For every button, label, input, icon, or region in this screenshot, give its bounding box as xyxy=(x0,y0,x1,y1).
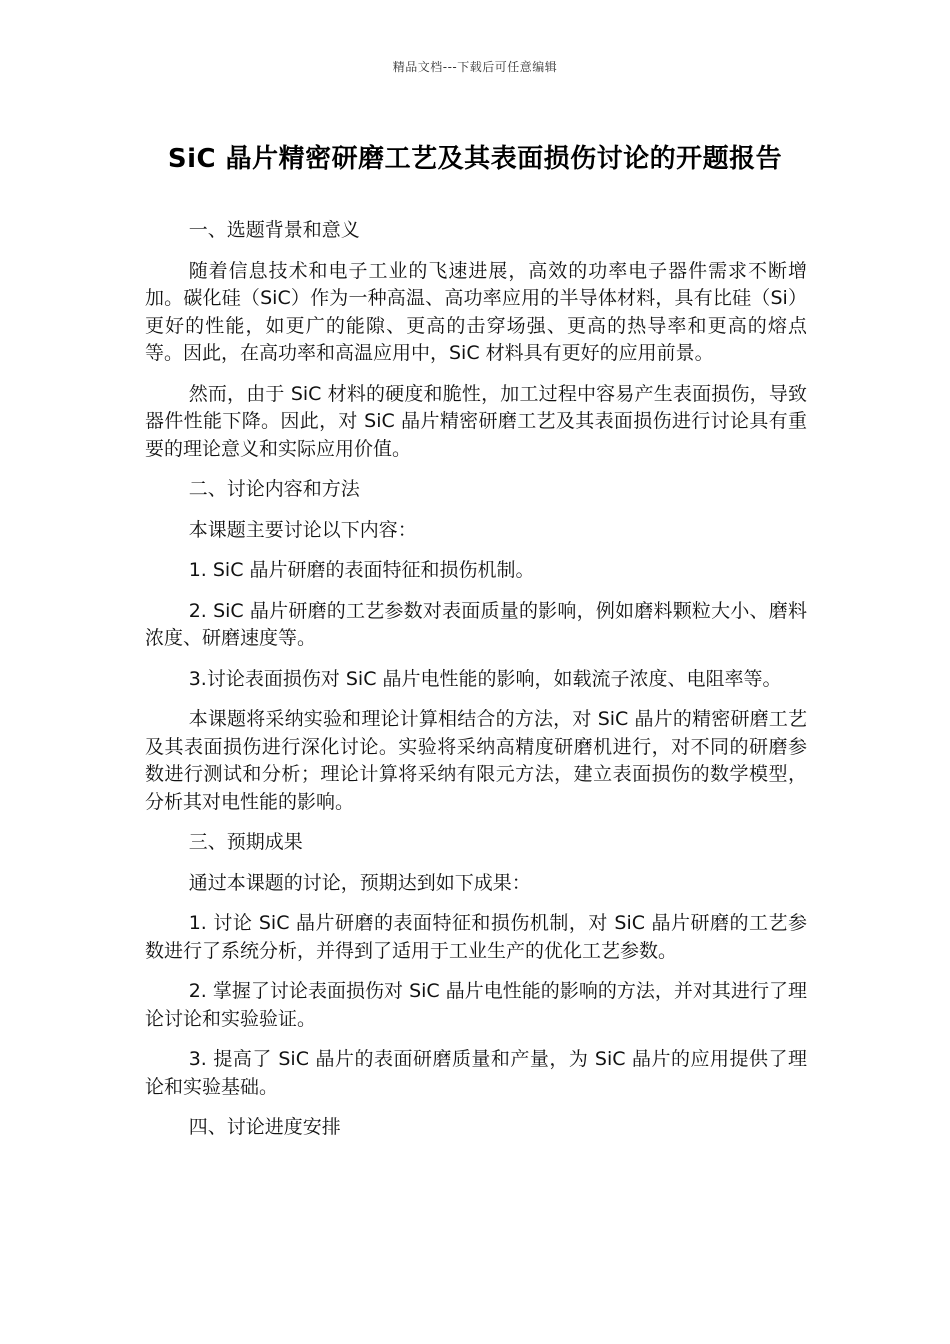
paragraph-background: 随着信息技术和电子工业的飞速进展，高效的功率电子器件需求不断增加。碳化硅（SiC）作为一种高温、高功率应用的半导体材料，具有比硅（Si）更好的性能，如更广的能隙、更高的击穿场强、更高的热导率和更高的熔点等。因此，在高功率和高温应用中，SiC 材料具有更好的应用前景。 xyxy=(145,259,807,364)
list-item-result-1: 1. 讨论 SiC 晶片研磨的表面特征和损伤机制，对 SiC 晶片研磨的工艺参数进行了系统分析，并得到了适用于工业生产的优化工艺参数。 xyxy=(145,912,807,962)
paragraph-content-intro: 本课题主要讨论以下内容： xyxy=(188,518,417,541)
document-body xyxy=(145,217,807,1155)
paragraph-method: 本课题将采纳实验和理论计算相结合的方法，对 SiC 晶片的精密研磨工艺及其表面损伤进行深化讨论。实验将采纳高精度研磨机进行，对不同的研磨参数进行测试和分析；理论计算将采纳有限元方法，建立表面损伤的数学模型，分析其对电性能的影响。 xyxy=(145,708,807,813)
paragraph-significance: 然而，由于 SiC 材料的硬度和脆性，加工过程中容易产生表面损伤，导致器件性能下降。因此，对 SiC 晶片精密研磨工艺及其表面损伤进行讨论具有重要的理论意义和实际应用价值。 xyxy=(145,382,807,460)
document-title: SiC 晶片精密研磨工艺及其表面损伤讨论的开题报告 xyxy=(167,144,783,174)
section-heading-results: 三、预期成果 xyxy=(188,831,303,853)
list-item-content-1: 1. SiC 晶片研磨的表面特征和损伤机制。 xyxy=(188,559,535,581)
list-item-result-2: 2. 掌握了讨论表面损伤对 SiC 晶片电性能的影响的方法，并对其进行了理论讨论和实验验证。 xyxy=(145,980,807,1030)
list-item-result-3: 3. 提高了 SiC 晶片的表面研磨质量和产量，为 SiC 晶片的应用提供了理论和实验基础。 xyxy=(145,1048,807,1098)
header-note: 精品文档---下载后可任意编辑 xyxy=(392,60,558,74)
list-item-content-3: 3.讨论表面损伤对 SiC 晶片电性能的影响，如载流子浓度、电阻率等。 xyxy=(188,667,782,690)
section-heading-background: 一、选题背景和意义 xyxy=(188,219,360,241)
section-heading-schedule: 四、讨论进度安排 xyxy=(188,1116,341,1138)
section-heading-content: 二、讨论内容和方法 xyxy=(188,478,360,500)
list-item-content-2: 2. SiC 晶片研磨的工艺参数对表面质量的影响，例如磨料颗粒大小、磨料浓度、研磨速度等。 xyxy=(145,599,807,649)
paragraph-results-intro: 通过本课题的讨论，预期达到如下成果： xyxy=(188,871,531,894)
